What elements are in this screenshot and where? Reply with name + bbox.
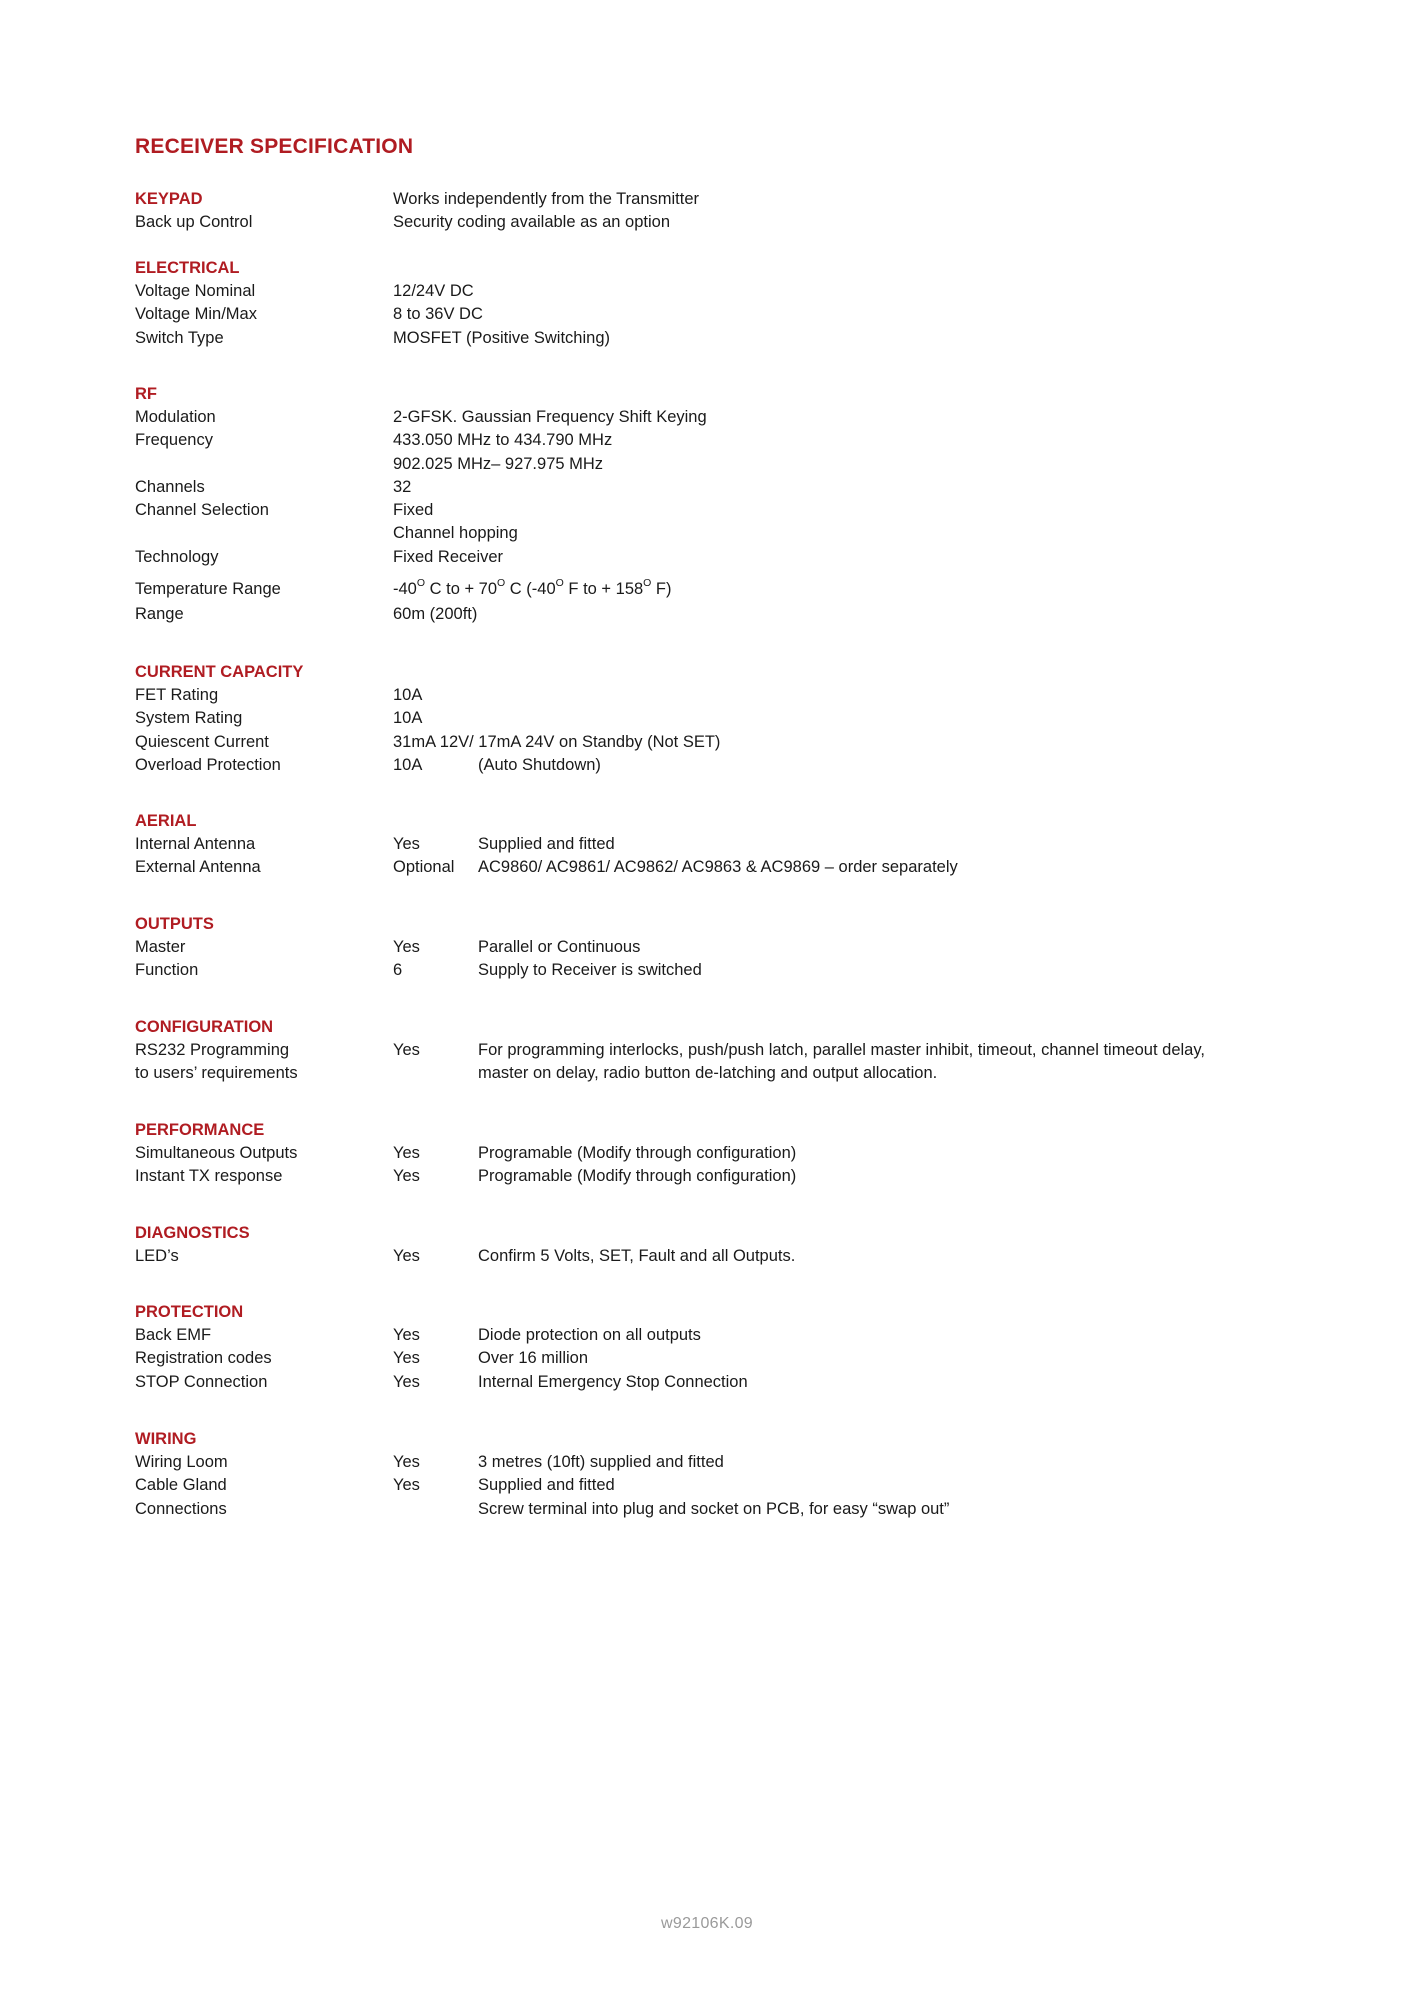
- spec-row: [135, 1245, 1335, 1268]
- spec-value: 902.025 MHz– 927.975 MHz: [393, 454, 604, 473]
- spec-value: Yes: [393, 1144, 420, 1162]
- keypad-row-1: [135, 188, 1335, 211]
- spec-row: [135, 327, 1335, 350]
- section-heading: PERFORMANCE: [135, 1121, 265, 1139]
- spec-label: STOP Connection: [135, 1372, 268, 1391]
- spec-row: [135, 522, 1335, 545]
- spec-label: Modulation: [135, 408, 216, 426]
- spec-value: 433.050 MHz to 434.790 MHz: [393, 431, 613, 450]
- spec-value: 8 to 36V DC: [393, 305, 483, 324]
- spec-label: Frequency: [135, 431, 213, 450]
- spec-label: FET Rating: [135, 686, 219, 704]
- section-heading: AERIAL: [135, 812, 197, 830]
- spec-label: Technology: [135, 547, 219, 566]
- spec-row: [135, 1062, 1335, 1085]
- spec-value: 60m (200ft): [393, 605, 478, 624]
- spec-row: [135, 856, 1335, 879]
- spec-value: 10A: [393, 686, 423, 704]
- spec-row: [135, 684, 1335, 707]
- spec-note: 3 metres (10ft) supplied and fitted: [478, 1453, 724, 1471]
- spec-row: [135, 731, 1335, 754]
- spec-row: [135, 1165, 1335, 1188]
- spec-label: LED’s: [135, 1247, 179, 1265]
- spec-value: 12/24V DC: [393, 282, 474, 300]
- spec-row: [135, 453, 1335, 476]
- spec-value: Yes: [393, 1167, 420, 1186]
- section-heading: CONFIGURATION: [135, 1018, 274, 1036]
- spec-label: Back up Control: [135, 213, 253, 232]
- section-heading: OUTPUTS: [135, 915, 214, 933]
- section-aerial: [135, 810, 1335, 880]
- spec-row: [135, 546, 1335, 569]
- spec-note: Programable (Modify through configuration): [478, 1167, 797, 1186]
- spec-value: Yes: [393, 938, 420, 956]
- spec-row: [135, 280, 1335, 303]
- section-keypad: [135, 188, 1335, 235]
- spec-row: [135, 936, 1335, 959]
- spec-note: (Auto Shutdown): [478, 755, 601, 774]
- spec-note: Internal Emergency Stop Connection: [478, 1372, 748, 1391]
- section-current-capacity: [135, 661, 1335, 777]
- temperature-value: $-40^O$ C to + $70^O$ C ($-40^O$ F to + $158^O$ F): [393, 576, 672, 599]
- spec-note: Over 16 million: [478, 1349, 589, 1368]
- spec-label: Quiescent Current: [135, 732, 269, 751]
- spec-value: Yes: [393, 1247, 420, 1265]
- spec-label: to users’ requirements: [135, 1064, 298, 1083]
- spec-value: 2-GFSK. Gaussian Frequency Shift Keying: [393, 408, 707, 426]
- spec-note: For programming interlocks, push/push latch, parallel master inhibit, timeout, channel timeout delay,: [478, 1041, 1205, 1059]
- spec-value: Yes: [393, 1372, 420, 1391]
- spec-value: Optional: [393, 858, 455, 877]
- section-heading: RF: [135, 385, 157, 403]
- spec-value: Yes: [393, 835, 420, 853]
- section-heading: KEYPAD: [135, 190, 203, 208]
- spec-note: Parallel or Continuous: [478, 938, 641, 956]
- spec-row: [135, 429, 1335, 452]
- section-protection: [135, 1301, 1335, 1394]
- spec-row: [135, 754, 1335, 777]
- section-performance: [135, 1119, 1335, 1189]
- section-heading: CURRENT CAPACITY: [135, 663, 304, 681]
- spec-label: Range: [135, 605, 184, 624]
- section-heading: ELECTRICAL: [135, 259, 240, 277]
- spec-value: 6: [393, 961, 403, 980]
- spec-label: Registration codes: [135, 1349, 272, 1368]
- spec-label: External Antenna: [135, 858, 261, 877]
- spec-row: [135, 406, 1335, 429]
- spec-value: MOSFET (Positive Switching): [393, 328, 610, 347]
- spec-value: Yes: [393, 1349, 420, 1368]
- spec-label: Channel Selection: [135, 501, 269, 520]
- section-configuration: [135, 1016, 1335, 1086]
- spec-value: Security coding available as an option: [393, 213, 671, 232]
- section-electrical: [135, 257, 1335, 350]
- spec-label: Connections: [135, 1499, 227, 1518]
- spec-row: [135, 707, 1335, 730]
- spec-label: System Rating: [135, 709, 243, 728]
- spec-row: [135, 303, 1335, 326]
- spec-row: [135, 959, 1335, 982]
- spec-label: Back EMF: [135, 1326, 212, 1344]
- spec-row: [135, 1347, 1335, 1370]
- spec-value: Channel hopping: [393, 524, 518, 543]
- spec-row: [135, 499, 1335, 522]
- spec-label: Wiring Loom: [135, 1453, 228, 1471]
- spec-value: Yes: [393, 1476, 420, 1495]
- section-heading: WIRING: [135, 1430, 197, 1448]
- spec-label: Switch Type: [135, 328, 224, 347]
- document-code: w92106K.09: [661, 1915, 753, 1932]
- spec-label: Voltage Min/Max: [135, 305, 257, 324]
- spec-note: Screw terminal into plug and socket on PCB, for easy “swap out”: [478, 1499, 950, 1518]
- section-outputs: [135, 913, 1335, 983]
- keypad-row-2: [135, 211, 1335, 234]
- spec-value: 31mA 12V/ 17mA 24V on Standby (Not SET): [393, 732, 721, 751]
- spec-value: Yes: [393, 1326, 420, 1344]
- spec-note: master on delay, radio button de-latching and output allocation.: [478, 1064, 938, 1083]
- spec-row: [135, 833, 1335, 856]
- spec-label: Cable Gland: [135, 1476, 227, 1495]
- page-title: RECEIVER SPECIFICATION: [135, 135, 414, 158]
- spec-row: [135, 1039, 1335, 1062]
- spec-value: Fixed Receiver: [393, 547, 504, 566]
- spec-note: Confirm 5 Volts, SET, Fault and all Outputs.: [478, 1247, 796, 1265]
- spec-row: [135, 1142, 1335, 1165]
- spec-label: Internal Antenna: [135, 835, 256, 853]
- spec-row: [135, 476, 1335, 499]
- spec-row: [135, 1371, 1335, 1394]
- spec-value: Yes: [393, 1453, 420, 1471]
- spec-note: Diode protection on all outputs: [478, 1326, 701, 1344]
- spec-note: Supplied and fitted: [478, 1476, 615, 1495]
- section-rf: [135, 383, 1335, 626]
- spec-note: Supply to Receiver is switched: [478, 961, 702, 980]
- spec-value: 10A: [393, 709, 423, 728]
- spec-value: Fixed: [393, 501, 434, 520]
- spec-label: Instant TX response: [135, 1167, 283, 1186]
- temperature-row: [135, 569, 1335, 603]
- spec-label: Overload Protection: [135, 755, 281, 774]
- section-heading: DIAGNOSTICS: [135, 1224, 250, 1242]
- spec-note: Programable (Modify through configuration): [478, 1144, 797, 1162]
- spec-value: 32: [393, 477, 412, 496]
- section-wiring: [135, 1428, 1335, 1521]
- spec-row: [135, 1474, 1335, 1497]
- spec-row: [135, 603, 1335, 626]
- spec-value: Works independently from the Transmitter: [393, 190, 699, 208]
- spec-note: Supplied and fitted: [478, 835, 615, 853]
- spec-row: [135, 1451, 1335, 1474]
- spec-label: Channels: [135, 477, 205, 496]
- spec-label: Function: [135, 961, 199, 980]
- spec-label: Simultaneous Outputs: [135, 1144, 298, 1162]
- spec-label: Master: [135, 938, 186, 956]
- section-heading: PROTECTION: [135, 1303, 244, 1321]
- spec-value: Yes: [393, 1041, 420, 1059]
- spec-row: [135, 1498, 1335, 1521]
- spec-row: [135, 1324, 1335, 1347]
- spec-value: 10A: [393, 755, 423, 774]
- spec-note: AC9860/ AC9861/ AC9862/ AC9863 & AC9869 – order separately: [478, 858, 958, 877]
- spec-label: Temperature Range: [135, 580, 281, 599]
- spec-label: RS232 Programming: [135, 1041, 290, 1059]
- spec-label: Voltage Nominal: [135, 282, 256, 300]
- section-diagnostics: [135, 1222, 1335, 1268]
